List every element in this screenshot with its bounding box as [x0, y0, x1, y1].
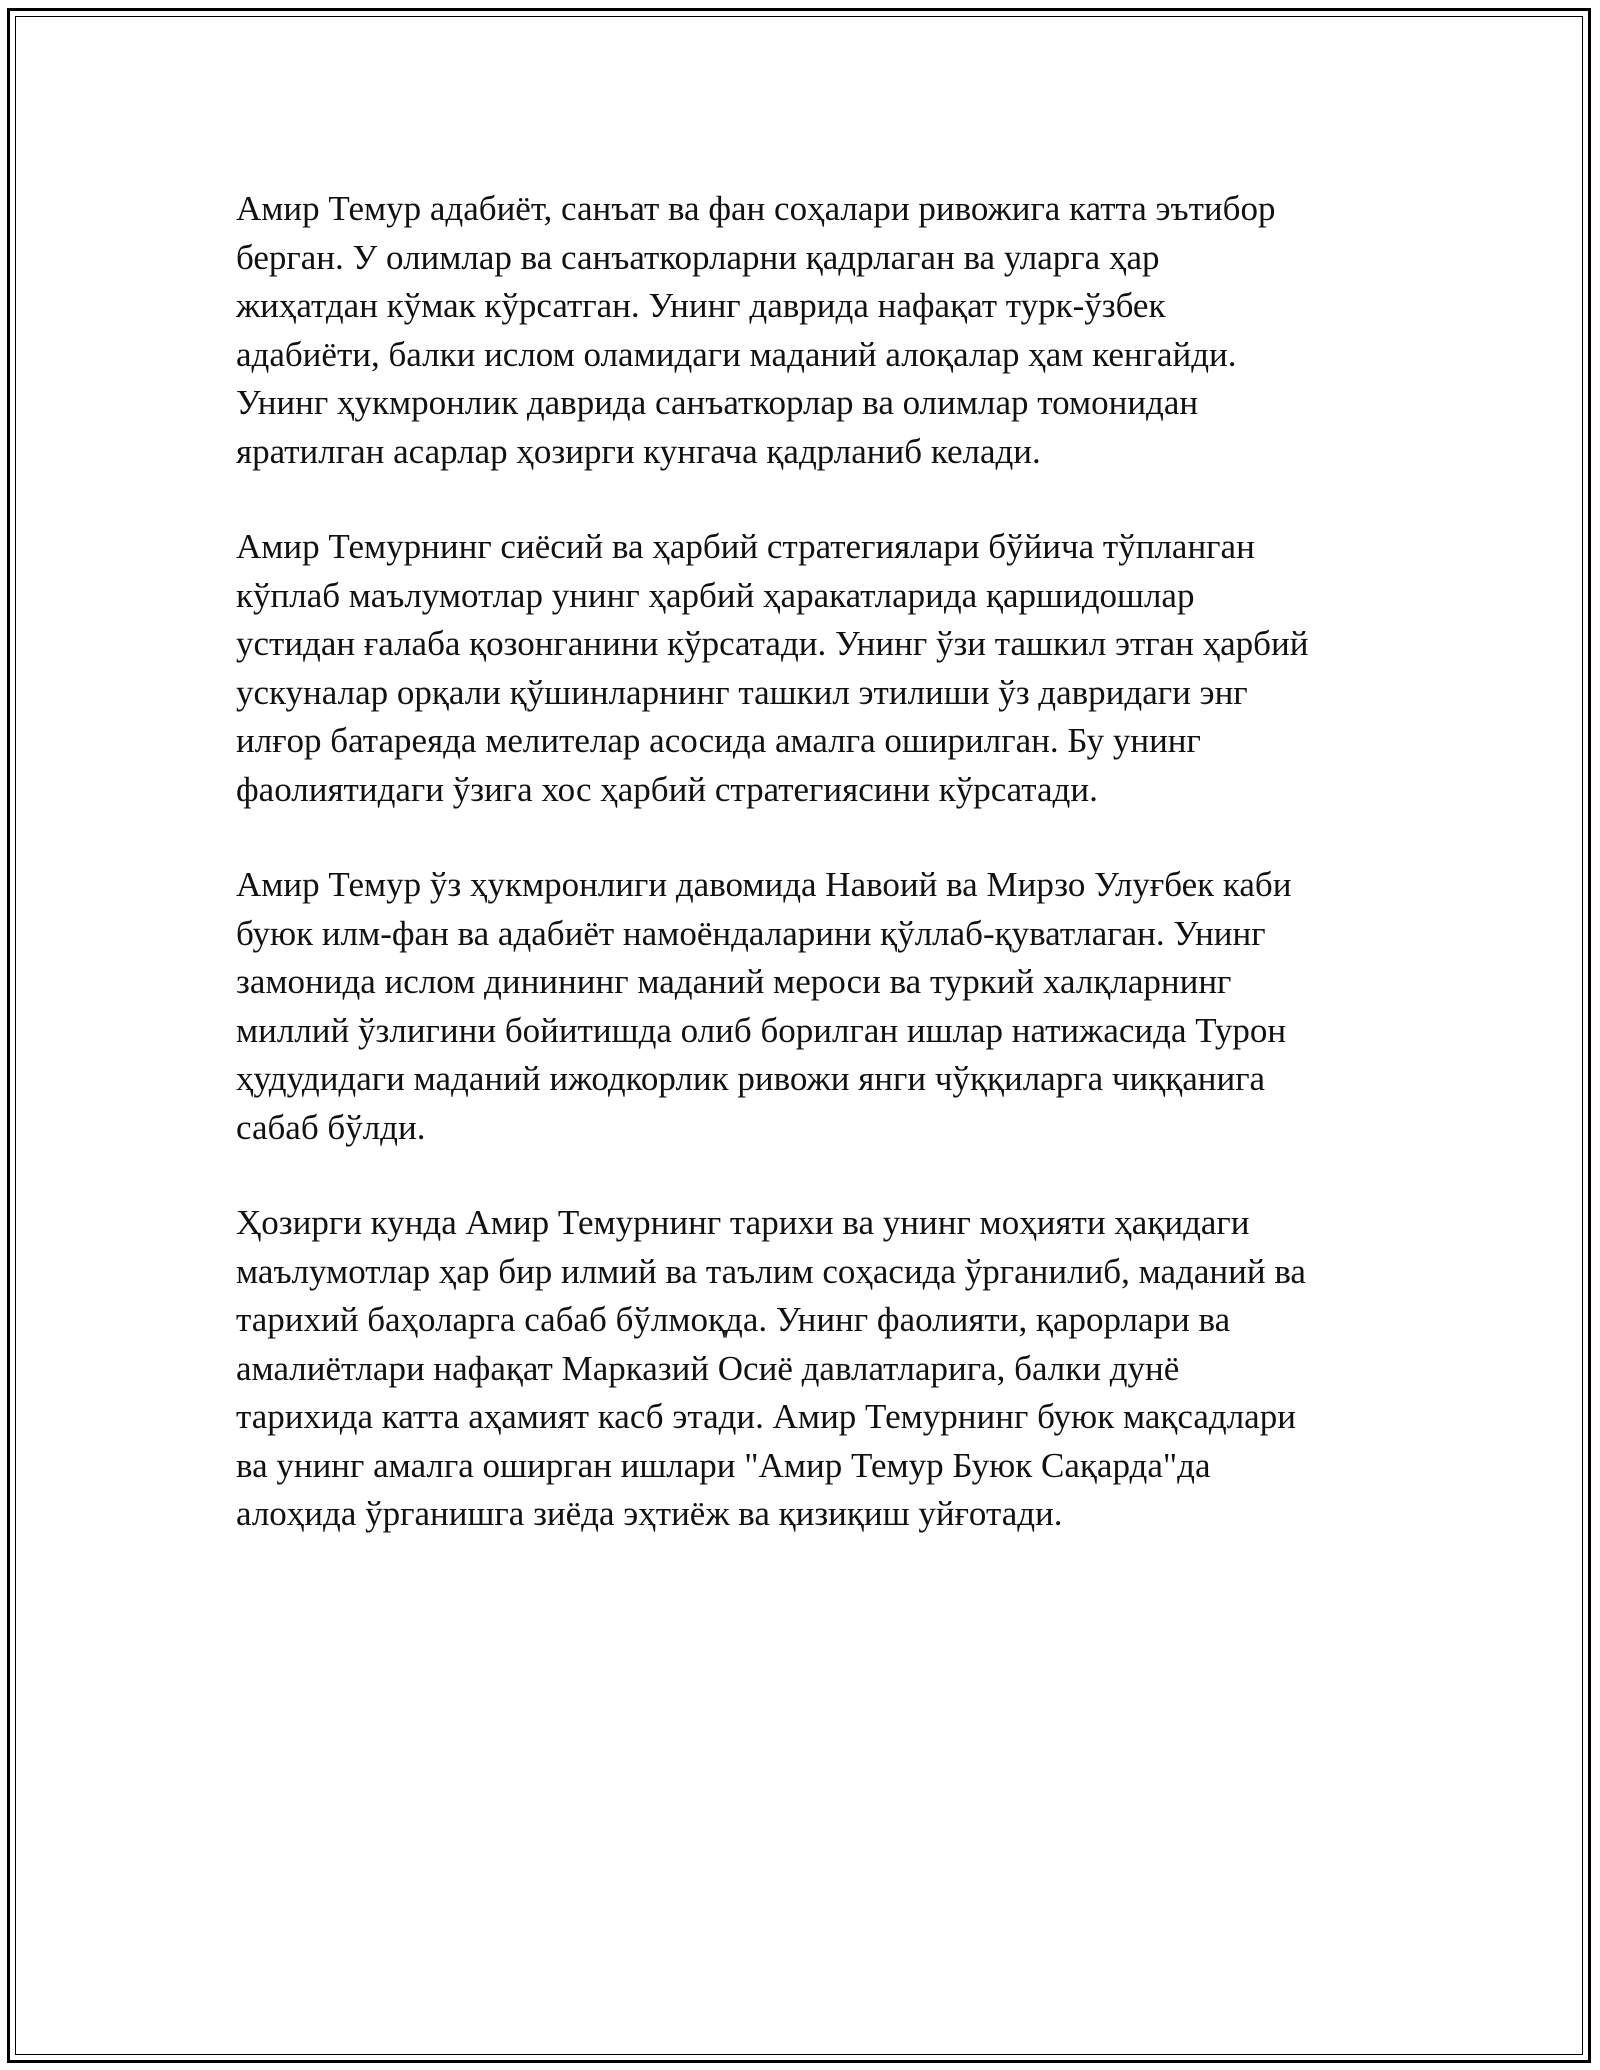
text-line: Унинг ҳукмронлик даврида санъаткорлар ва олимлар томонидан — [236, 383, 1199, 422]
text-line: ва унинг амалга оширган ишлари "Амир Темур Буюк Сақарда"да — [236, 1445, 1211, 1485]
text-line: жиҳатдан кўмак кўрсатган. Унинг даврида нафақат турк-ўзбек — [236, 286, 1166, 325]
paragraph-1 — [236, 185, 1386, 476]
text-line: яратилган асарлар ҳозирги кунгача қадрланиб келади. — [236, 431, 1041, 471]
text-line: кўплаб маълумотлар унинг ҳарбий ҳаракатларида қаршидошлар — [236, 575, 1195, 615]
text-line: Амир Темурнинг сиёсий ва ҳарбий стратегиялари бўйича тўпланган — [236, 527, 1255, 566]
paragraph-2 — [236, 523, 1386, 814]
paragraph-4 — [236, 1199, 1386, 1539]
text-line: ҳудудидаги маданий ижодкорлик ривожи янги чўққиларга чиққанига — [236, 1059, 1266, 1098]
text-line: буюк илм-фан ва адабиёт намоёндаларини қўллаб-қуватлаган. Унинг — [236, 913, 1266, 953]
text-line: фаолиятидаги ўзига хос ҳарбий стратегиясини кўрсатади. — [236, 769, 1098, 809]
text-line: илғор батареяда мелителар асосида амалга оширилган. Бу унинг — [236, 721, 1201, 760]
text-line: берган. У олимлар ва санъаткорларни қадрлаган ва уларга ҳар — [236, 237, 1160, 277]
text-line: миллий ўзлигини бойитишда олиб борилган ишлар натижасида Турон — [236, 1010, 1287, 1050]
text-line: маълумотлар ҳар бир илмий ва таълим соҳасида ўрганилиб, маданий ва — [236, 1251, 1306, 1291]
text-line: сабаб бўлди. — [236, 1107, 426, 1147]
text-line: тарихида катта аҳамият касб этади. Амир Темурнинг буюк мақсадлари — [236, 1397, 1296, 1436]
document-body — [236, 185, 1386, 1586]
text-line: Амир Темур адабиёт, санъат ва фан соҳалари ривожига катта эътибор — [236, 189, 1276, 228]
text-line: алоҳида ўрганишга зиёда эҳтиёж ва қизиқиш уйғотади. — [236, 1494, 1063, 1533]
text-line: замонида ислом динининг маданий мероси ва туркий халқларнинг — [236, 962, 1232, 1001]
text-line: Амир Темур ўз ҳукмронлиги давомида Навоий ва Мирзо Улуғбек каби — [236, 865, 1292, 904]
paragraph-3 — [236, 861, 1386, 1152]
text-line: Ҳозирги кунда Амир Темурнинг тарихи ва унинг моҳияти ҳақидаги — [236, 1203, 1250, 1242]
text-line: тарихий баҳоларга сабаб бўлмоқда. Унинг фаолияти, қарорлари ва — [236, 1300, 1231, 1339]
text-line: устидан ғалаба қозонганини кўрсатади. Унинг ўзи ташкил этган ҳарбий — [236, 624, 1309, 663]
text-line: адабиёти, балки ислом оламидаги маданий алоқалар ҳам кенгайди. — [236, 334, 1237, 374]
text-line: ускуналар орқали қўшинларнинг ташкил этилиши ўз давридаги энг — [236, 672, 1248, 712]
text-line: амалиётлари нафақат Марказий Осиё давлатларига, балки дунё — [236, 1348, 1180, 1388]
